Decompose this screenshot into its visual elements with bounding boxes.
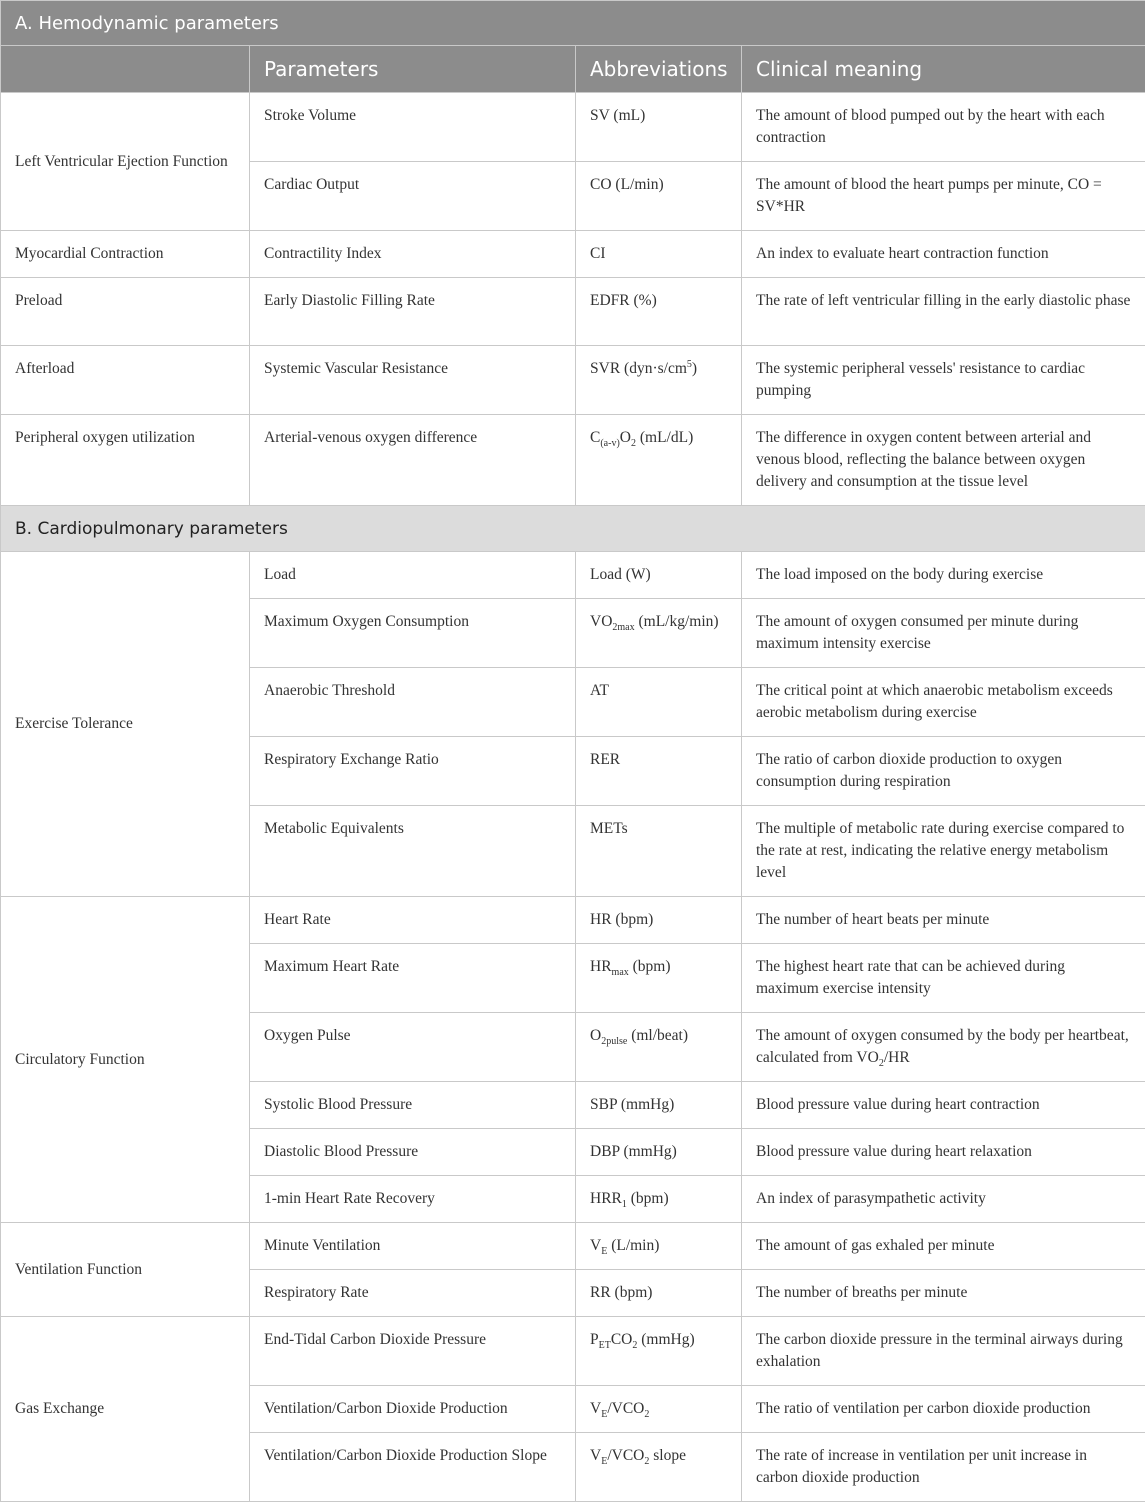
group-label: Peripheral oxygen utilization: [1, 415, 250, 506]
param-name: Minute Ventilation: [250, 1223, 576, 1270]
group-label: Left Ventricular Ejection Function: [1, 93, 250, 231]
param-meaning: The highest heart rate that can be achieved during maximum exercise intensity: [742, 944, 1145, 1013]
param-abbr: EDFR (%): [576, 278, 742, 346]
group-label: Exercise Tolerance: [1, 552, 250, 897]
group-label: Circulatory Function: [1, 897, 250, 1223]
param-meaning: The amount of oxygen consumed per minute during maximum intensity exercise: [742, 599, 1145, 668]
param-abbr: SVR $(dyn\cdot s/cm^5)$: [576, 346, 742, 415]
param-abbr: METs: [576, 806, 742, 897]
header-parameters: Parameters: [250, 46, 576, 93]
table-row: [1, 552, 1145, 599]
param-meaning: The number of heart beats per minute: [742, 897, 1145, 944]
param-name: Oxygen Pulse: [250, 1013, 576, 1082]
param-name: Ventilation/Carbon Dioxide Production Slope: [250, 1433, 576, 1502]
param-meaning: An index to evaluate heart contraction function: [742, 231, 1145, 278]
param-meaning: The amount of gas exhaled per minute: [742, 1223, 1145, 1270]
param-name: Contractility Index: [250, 231, 576, 278]
param-meaning: The difference in oxygen content between arterial and venous blood, reflecting the balance between oxygen delivery and consumption at the tissue level: [742, 415, 1145, 506]
param-name: Arterial-venous oxygen difference: [250, 415, 576, 506]
param-name: Systemic Vascular Resistance: [250, 346, 576, 415]
param-name: Maximum Oxygen Consumption: [250, 599, 576, 668]
param-abbr: DBP (mmHg): [576, 1129, 742, 1176]
param-meaning: The number of breaths per minute: [742, 1270, 1145, 1317]
param-meaning: Blood pressure value during heart contraction: [742, 1082, 1145, 1129]
param-name: Diastolic Blood Pressure: [250, 1129, 576, 1176]
param-abbr: $P_{ET}CO_2$ (mmHg): [576, 1317, 742, 1386]
param-name: End-Tidal Carbon Dioxide Pressure: [250, 1317, 576, 1386]
param-meaning: The rate of increase in ventilation per unit increase in carbon dioxide production: [742, 1433, 1145, 1502]
group-label: Preload: [1, 278, 250, 346]
table-row: [1, 278, 1145, 346]
table-row: [1, 415, 1145, 506]
param-abbr: SBP (mmHg): [576, 1082, 742, 1129]
param-abbr: SV (mL): [576, 93, 742, 162]
param-name: Heart Rate: [250, 897, 576, 944]
param-meaning: Blood pressure value during heart relaxation: [742, 1129, 1145, 1176]
table-row: [1, 346, 1145, 415]
param-name: Maximum Heart Rate: [250, 944, 576, 1013]
param-name: Systolic Blood Pressure: [250, 1082, 576, 1129]
param-meaning: The ratio of ventilation per carbon dioxide production: [742, 1386, 1145, 1433]
param-abbr: $HRR_1$ (bpm): [576, 1176, 742, 1223]
param-abbr: CO (L/min): [576, 162, 742, 231]
param-name: Respiratory Rate: [250, 1270, 576, 1317]
section-b-title: B. Cardiopulmonary parameters: [1, 506, 1145, 552]
group-label: Ventilation Function: [1, 1223, 250, 1317]
param-abbr: $C_{(a-v)}O_2$ (mL/dL): [576, 415, 742, 506]
param-meaning: The amount of oxygen consumed by the body per heartbeat, calculated from $VO_2/HR$: [742, 1013, 1145, 1082]
param-meaning: The systemic peripheral vessels' resistance to cardiac pumping: [742, 346, 1145, 415]
param-meaning: The load imposed on the body during exercise: [742, 552, 1145, 599]
param-name: Early Diastolic Filling Rate: [250, 278, 576, 346]
param-name: 1-min Heart Rate Recovery: [250, 1176, 576, 1223]
group-label: Gas Exchange: [1, 1317, 250, 1502]
param-name: Cardiac Output: [250, 162, 576, 231]
param-name: Metabolic Equivalents: [250, 806, 576, 897]
table-row: [1, 231, 1145, 278]
param-abbr: $V_E/VCO_2$ slope: [576, 1433, 742, 1502]
table-row: [1, 1223, 1145, 1270]
param-abbr: Load (W): [576, 552, 742, 599]
param-name: Load: [250, 552, 576, 599]
param-name: Respiratory Exchange Ratio: [250, 737, 576, 806]
param-meaning: The carbon dioxide pressure in the terminal airways during exhalation: [742, 1317, 1145, 1386]
header-clinical-meaning: Clinical meaning: [742, 46, 1145, 93]
group-label: Afterload: [1, 346, 250, 415]
param-name: Ventilation/Carbon Dioxide Production: [250, 1386, 576, 1433]
param-abbr: RR (bpm): [576, 1270, 742, 1317]
param-meaning: The amount of blood pumped out by the heart with each contraction: [742, 93, 1145, 162]
param-abbr: $VO_{2max}$ (mL/kg/min): [576, 599, 742, 668]
param-name: Anaerobic Threshold: [250, 668, 576, 737]
param-abbr: HR (bpm): [576, 897, 742, 944]
param-abbr: $O_{2pulse}$ (ml/beat): [576, 1013, 742, 1082]
table-row: [1, 897, 1145, 944]
param-abbr: $V_E/VCO_2$: [576, 1386, 742, 1433]
group-label: Myocardial Contraction: [1, 231, 250, 278]
param-abbr: $HR_{max}$ (bpm): [576, 944, 742, 1013]
param-name: Stroke Volume: [250, 93, 576, 162]
section-a-title: A. Hemodynamic parameters: [1, 1, 1145, 46]
table-row: [1, 93, 1145, 162]
table-row: [1, 1317, 1145, 1386]
param-abbr: CI: [576, 231, 742, 278]
header-group: [1, 46, 250, 93]
param-meaning: The multiple of metabolic rate during exercise compared to the rate at rest, indicating the relative energy metabolism level: [742, 806, 1145, 897]
param-meaning: The rate of left ventricular filling in the early diastolic phase: [742, 278, 1145, 346]
param-abbr: AT: [576, 668, 742, 737]
param-meaning: The amount of blood the heart pumps per minute, CO = SV*HR: [742, 162, 1145, 231]
header-abbreviations: Abbreviations: [576, 46, 742, 93]
param-abbr: RER: [576, 737, 742, 806]
param-meaning: An index of parasympathetic activity: [742, 1176, 1145, 1223]
param-meaning: The ratio of carbon dioxide production to oxygen consumption during respiration: [742, 737, 1145, 806]
param-abbr: $V_E$ (L/min): [576, 1223, 742, 1270]
param-meaning: The critical point at which anaerobic metabolism exceeds aerobic metabolism during exercise: [742, 668, 1145, 737]
